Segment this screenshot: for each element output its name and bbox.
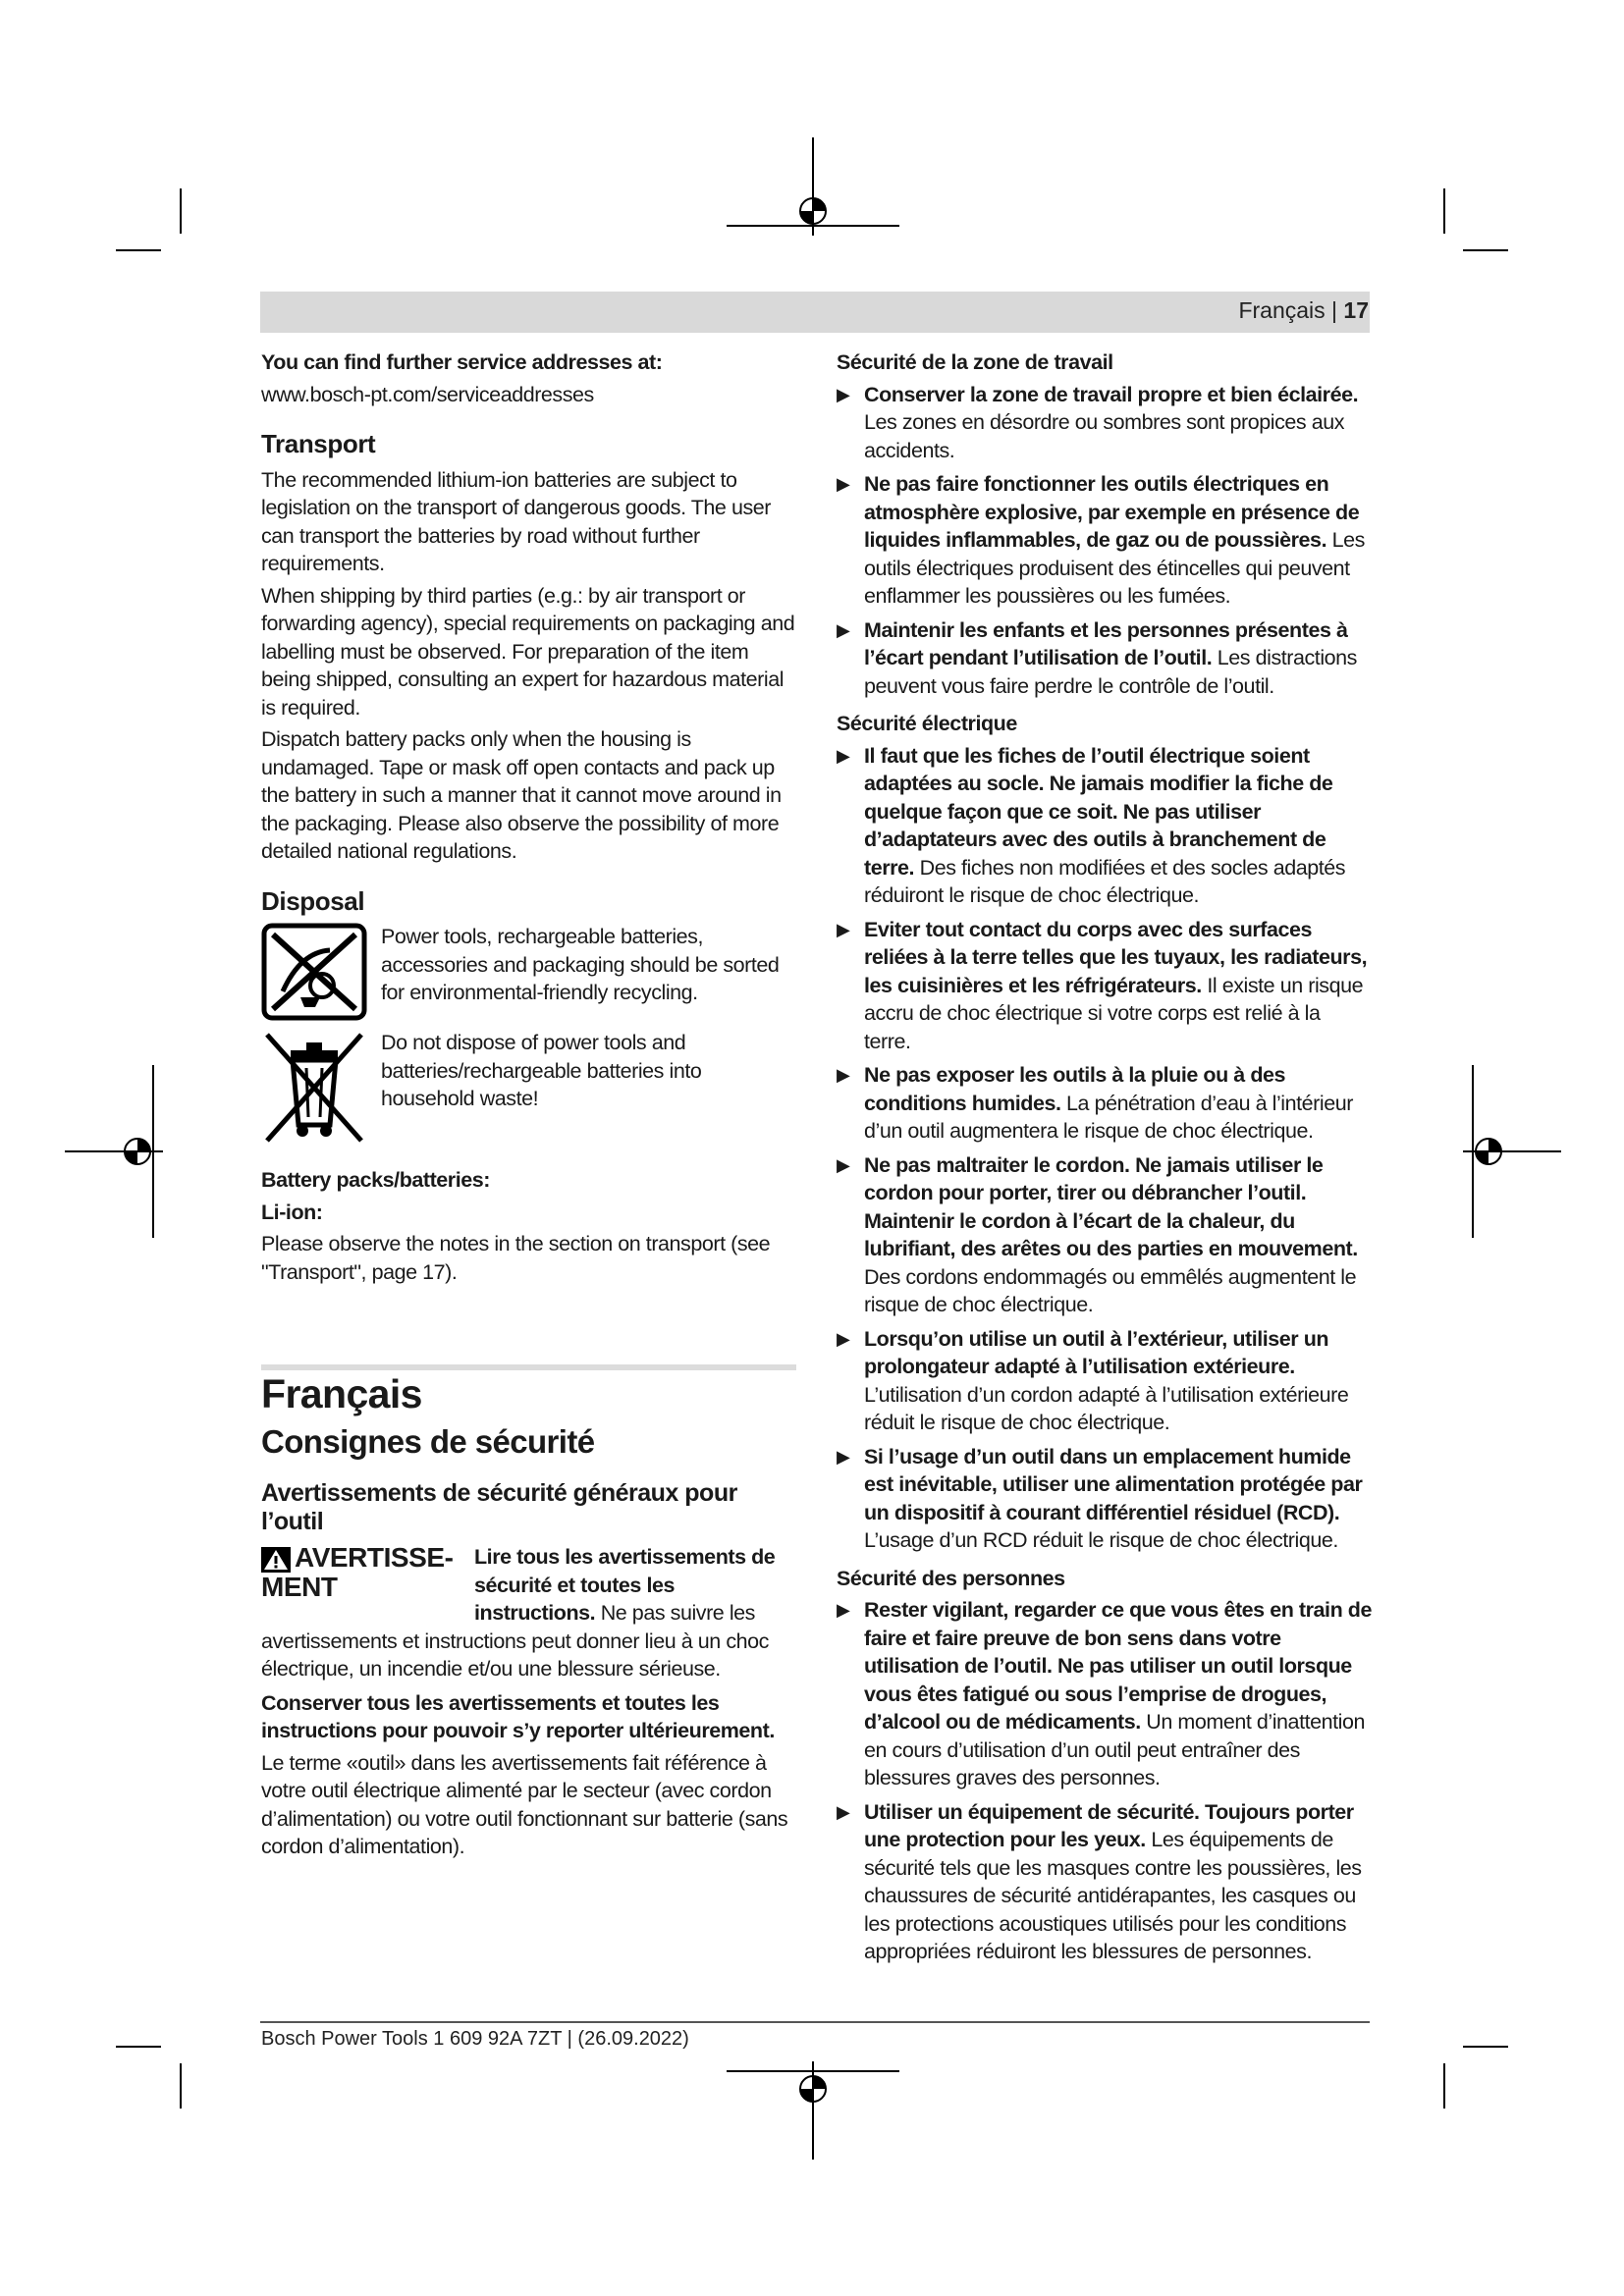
safety-item [837,1798,1372,1966]
bullet-arrow-icon: ▶ [837,1600,850,1620]
safety-item [837,742,1372,910]
safety-title: Consignes de sécurité [261,1422,595,1460]
crop-mark [1463,249,1508,251]
bullet-arrow-icon: ▶ [837,1154,850,1175]
safety-item-text: Les distractions peuvent vous faire perdre le contrôle de l’outil. [864,646,1357,698]
safety-item [837,616,1372,701]
header-language: Français [1238,297,1326,323]
right-column [837,348,1372,1972]
disposal-bin-row [261,1029,796,1147]
safety-item [837,916,1372,1056]
safety-item-bold: Rester vigilant, regarder ce que vous êtes en train de faire et faire preuve de bon sens dans votre utilisation de l’outil. Ne pas utiliser un outil lorsque vous êtes fatigué ou sous l’emprise de drogues, d’alcool ou de médicaments. [864,1598,1372,1734]
persons-heading: Sécurité des personnes [837,1566,1065,1590]
safety-item-text: Il existe un risque accru de choc électrique si votre corps est relié à la terre. [864,973,1364,1053]
registration-mark-right-icon [1463,1065,1561,1238]
liion-text: Please observe the notes in the section on transport (see "Transport", page 17). [261,1232,771,1284]
safety-item [837,1061,1372,1146]
warning-label [261,1543,462,1602]
registration-mark-left-icon [65,1065,163,1238]
crop-mark [116,2046,161,2048]
safety-item-text: L’utilisation d’un cordon adapté à l’utilisation extérieure réduit le risque de choc électrique. [864,1382,1349,1434]
safety-item-text: Des fiches non modifiées et des socles adaptés réduiront le risque de choc électrique. [864,855,1346,907]
safety-item [837,1596,1372,1792]
bullet-arrow-icon: ▶ [837,619,850,640]
general-warnings-title: Avertissements de sécurité généraux pour l’outil [261,1479,737,1535]
page-footer: Bosch Power Tools 1 609 92A 7ZT | (26.09.2022) [261,2028,689,2050]
crossed-out-bin-icon [261,1029,367,1147]
transport-heading: Transport [261,429,376,458]
battery-heading: Battery packs/batteries: [261,1168,490,1192]
registration-mark-bottom-icon [727,2061,899,2160]
safety-item-text: Les équipements de sécurité tels que les masques contre les poussières, les chaussures de sécurité antidérapantes, les casques ou les protections acoustiques utilisés pour les conditions appropriées réduiront les blessures de personnes. [864,1828,1362,1963]
safety-item-bold: Il faut que les fiches de l’outil électrique soient adaptées au socle. Ne jamais modifier la fiche de quelque façon que ce soit. Ne pas utiliser d’adaptateurs avec des outils à branchement de terre. [864,743,1333,880]
footer-rule [260,2021,1370,2023]
bullet-arrow-icon: ▶ [837,384,850,404]
bullet-arrow-icon: ▶ [837,1801,850,1822]
warning-label-text: AVERTISSE-MENT [261,1542,454,1602]
keep-instructions: Conserver tous les avertissements et toutes les instructions pour pouvoir s’y reporter ultérieurement. [261,1690,775,1742]
page-header-band [260,292,1370,333]
safety-item [837,470,1372,611]
safety-item-bold: Maintenir les enfants et les personnes présentes à l’écart pendant l’utilisation de l’outil. [864,617,1348,669]
crop-mark [1443,2063,1445,2109]
warning-triangle-icon [261,1547,291,1573]
recycling-no-dump-icon [261,923,367,1021]
term-definition: Le terme «outil» dans les avertissements fait référence à votre outil électrique alimenté par le secteur (avec cordon d’alimentation) ou votre outil fonctionnant sur batterie (sans cordon d’alimentation). [261,1750,788,1858]
warning-bold-text: Lire tous les avertissements de sécurité et toutes les instructions. [474,1545,776,1625]
safety-item-text: Les outils électriques produisent des étincelles qui peuvent enflammer les poussières ou les fumées. [864,528,1365,608]
electrical-heading: Sécurité électrique [837,712,1017,735]
work-area-heading: Sécurité de la zone de travail [837,350,1113,374]
safety-item [837,381,1372,465]
section-divider [261,1364,796,1370]
registration-mark-top-icon [727,137,899,236]
safety-item-bold: Lorsqu’on utilise un outil à l’extérieur, utiliser un prolongateur adapté à l’utilisation extérieure. [864,1326,1329,1378]
crop-mark [116,249,161,251]
disposal-paragraph: Power tools, rechargeable batteries, accessories and packaging should be sorted for environmental-friendly recycling. [381,925,780,1004]
liion-heading: Li-ion: [261,1200,323,1224]
safety-item-text: Des cordons endommagés ou emmêlés augmentent le risque de choc électrique. [864,1264,1357,1316]
safety-item [837,1151,1372,1319]
crop-mark [180,188,182,234]
crop-mark [180,2063,182,2109]
bullet-arrow-icon: ▶ [837,919,850,939]
crop-mark [1463,2046,1508,2048]
language-title: Français [261,1371,422,1416]
disposal-heading: Disposal [261,885,365,916]
bullet-arrow-icon: ▶ [837,474,850,494]
safety-item-bold: Eviter tout contact du corps avec des surfaces reliées à la terre telles que les tuyaux, les radiateurs, les cuisinières et les réfrigérateurs. [864,917,1368,997]
service-heading: You can find further service addresses at: [261,350,663,374]
page-header: Français | 17 [1238,297,1369,323]
warning-block [261,1543,796,1683]
safety-item-text: La pénétration d’eau à l’intérieur d’un outil augmentera le risque de choc électrique. [864,1091,1353,1143]
safety-item-text: Les zones en désordre ou sombres sont propices aux accidents. [864,410,1345,462]
safety-item-bold: Utiliser un équipement de sécurité. Toujours porter une protection pour les yeux. [864,1799,1354,1851]
safety-item-text: L’usage d’un RCD réduit le risque de choc électrique. [864,1528,1338,1552]
service-url: www.bosch-pt.com/serviceaddresses [261,382,594,406]
disposal-recycling-row [261,923,796,1021]
safety-item-bold: Ne pas maltraiter le cordon. Ne jamais utiliser le cordon pour porter, tirer ou débrancher l’outil. Maintenir le cordon à l’écart de la chaleur, du lubrifiant, des arêtes ou des parties en mouvement. [864,1152,1358,1260]
warning-text: Ne pas suivre les avertissements et instructions peut donner lieu à un choc électrique, un incendie et/ou une blessure sérieuse. [261,1601,769,1681]
bullet-arrow-icon: ▶ [837,1328,850,1349]
disposal-paragraph: Do not dispose of power tools and batteries/rechargeable batteries into household waste! [381,1031,702,1110]
bullet-arrow-icon: ▶ [837,1065,850,1085]
safety-item-bold: Si l’usage d’un outil dans un emplacement humide est inévitable, utiliser une alimentation protégée par un dispositif à courant différentiel résiduel (RCD). [864,1444,1363,1524]
transport-paragraph: The recommended lithium-ion batteries are subject to legislation on the transport of dangerous goods. The user can transport the batteries by road without further requirements. [261,467,771,575]
safety-item-bold: Ne pas faire fonctionner les outils électriques en atmosphère explosive, par exemple en présence de liquides inflammables, de gaz ou de poussières. [864,472,1360,552]
safety-item-bold: Conserver la zone de travail propre et bien éclairée. [864,382,1359,406]
safety-item [837,1325,1372,1437]
transport-paragraph: Dispatch battery packs only when the housing is undamaged. Tape or mask off open contacts and pack up the battery in such a manner that it cannot move around in the packaging. Please also observe the possibility of more detailed national regulations. [261,727,782,863]
left-column [261,348,796,1865]
safety-item [837,1443,1372,1555]
transport-paragraph: When shipping by third parties (e.g.: by air transport or forwarding agency), special requirements on packaging and labelling must be observed. For preparation of the item being shipped, consulting an expert for hazardous material is required. [261,583,795,720]
bullet-arrow-icon: ▶ [837,745,850,766]
crop-mark [1443,188,1445,234]
safety-item-bold: Ne pas exposer les outils à la pluie ou à des conditions humides. [864,1063,1286,1115]
bullet-arrow-icon: ▶ [837,1446,850,1467]
safety-item-text: Un moment d’inattention en cours d’utilisation d’un outil peut entraîner des blessures graves des personnes. [864,1710,1365,1789]
page-number: 17 [1343,297,1369,323]
